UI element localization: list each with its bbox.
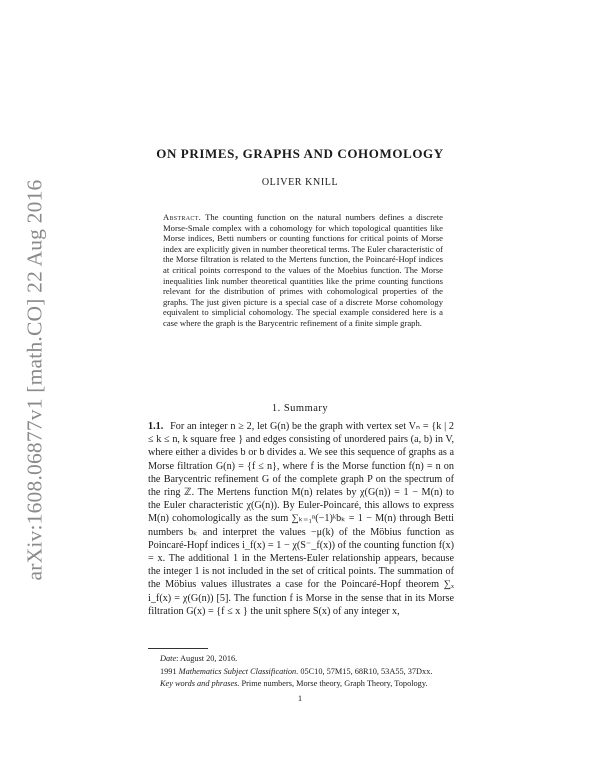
abstract <box>163 212 443 329</box>
msc-year: 1991 <box>160 666 179 676</box>
msc-label: Mathematics Subject Classification. <box>178 666 299 676</box>
abstract-text: The counting function on the natural numbers defines a discrete Morse-Smale complex with a cohomology for which topological quantities like Morse indices, Betti numbers or counting functions for critical points of Morse index are explicitly given in number theoretical terms. The Euler characteristic of the Morse filtration is related to the Mertens function, the Poincaré-Hopf indices at critical points correspond to the values of the Moebius function. The Morse inequalities link number theoretical quantities like the prime counting functions relevant for the distribution of primes with cohomological properties of the graphs. The just given picture is a special case of a discrete Morse cohomology equivalent to simplicial cohomology. The special example considered here is a case where the graph is the Barycentric refinement of a finite simple graph. <box>163 212 443 328</box>
paper-title: ON PRIMES, GRAPHS AND COHOMOLOGY <box>156 146 444 161</box>
keywords-label: Key words and phrases. <box>160 679 240 688</box>
paragraph-number: 1.1. <box>148 421 164 432</box>
keywords-value: Prime numbers, Morse theory, Graph Theory, Topology. <box>239 679 428 688</box>
arxiv-identifier-text: arXiv:1608.06877v1 [math.CO] 22 Aug 2016 <box>22 179 47 581</box>
arxiv-identifier-stamp <box>20 170 50 590</box>
footnote-date <box>148 653 468 666</box>
footnote-msc <box>148 666 468 679</box>
msc-value: 05C10, 57M15, 68R10, 53A55, 37Dxx. <box>298 666 433 676</box>
date-label: Date <box>160 654 177 663</box>
date-value: : August 20, 2016. <box>176 654 238 663</box>
section-heading: 1. Summary <box>271 403 329 414</box>
paragraph-text: For an integer n ≥ 2, let G(n) be the graph with vertex set Vₙ = {k | 2 ≤ k ≤ n, k square free } and edges consisting of unordered pairs (a, b) in V, where either a divides b or b divides a. We see this sequence of graphs as a Morse filtration G(n) = {f ≤ n}, where f is the Morse function f(n) = n on the Barycentric refinement G of the complete graph P on the spectrum of the ring ℤ. The Mertens function M(n) relates by χ(G(n)) = 1 − M(n) to the Euler characteristic χ(G(n)). By Euler-Poincaré, this allows to express M(n) cohomologically as the sum ∑ₖ₌₁ⁿ(−1)ᵏbₖ = 1 − M(n) through Betti numbers bₖ and interpret the values −μ(k) of the Möbius function as Poincaré-Hopf indices i_f(x) = 1 − χ(S⁻_f(x)) of the counting function f(x) = x. The additional 1 in the Mertens-Euler relationship appears, because the integer 1 is not included in the set of critical points. The summation of the Möbius values illustrates a case for the Poincaré-Hopf theorem ∑ₓ i_f(x) = χ(G(n)) [5]. The function f is Morse in the sense that in its Morse filtration G(x) = {f ≤ x } the unit sphere S(x) of any integer x, <box>148 421 455 617</box>
paper-author: OLIVER KNILL <box>261 177 339 188</box>
footnotes <box>148 653 468 691</box>
abstract-label: Abstract. <box>163 212 202 222</box>
footnote-rule <box>148 648 208 649</box>
footnote-keywords <box>148 678 468 691</box>
page-number: 1 <box>297 693 303 703</box>
section-paragraph <box>148 420 454 618</box>
